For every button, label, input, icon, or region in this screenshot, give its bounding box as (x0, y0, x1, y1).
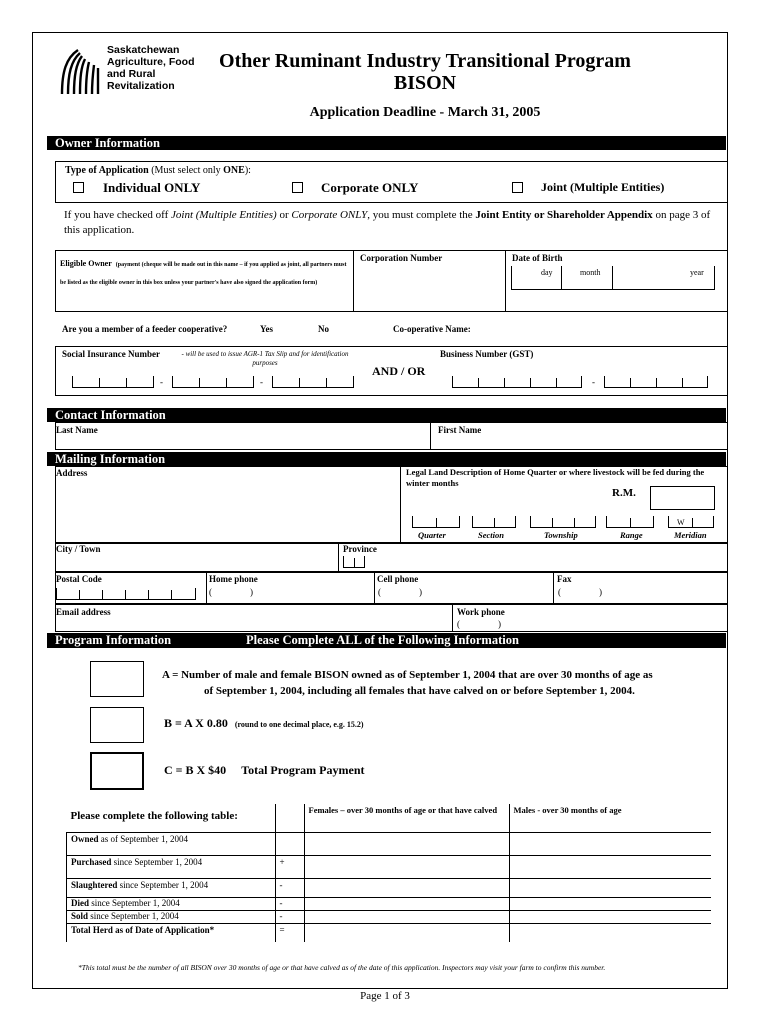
range-label: Range (620, 530, 643, 540)
a-input-box[interactable] (90, 661, 144, 697)
dob-day-hint: day (541, 268, 553, 277)
dob-year-hint: year (690, 268, 704, 277)
township-label: Township (544, 530, 578, 540)
females-sold-cell[interactable] (304, 911, 509, 924)
corporate-label: Corporate ONLY (321, 180, 419, 195)
females-slaughtered-cell[interactable] (304, 879, 509, 898)
dob-label: Date of Birth (512, 253, 563, 263)
females-purchased-cell[interactable] (304, 856, 509, 879)
sin-dash-1: - (160, 377, 163, 387)
table-row: Total Herd as of Date of Application* = (67, 924, 711, 943)
herd-table (66, 804, 711, 942)
c-input-box[interactable] (90, 752, 144, 790)
program-section-header: Program Information Please Complete ALL of the Following Information (47, 633, 726, 648)
b-input-box[interactable] (90, 707, 144, 743)
individual-checkbox[interactable] (73, 182, 84, 193)
page-number: Page 1 of 3 (360, 990, 410, 1002)
sin-field-1[interactable] (72, 376, 154, 388)
city-label: City / Town (56, 544, 101, 554)
feeder-yes[interactable]: Yes (260, 324, 273, 334)
email-row (55, 604, 728, 632)
males-died-cell[interactable] (509, 898, 711, 911)
females-total-cell[interactable] (304, 924, 509, 943)
males-sold-cell[interactable] (509, 911, 711, 924)
males-slaughtered-cell[interactable] (509, 879, 711, 898)
table-title: Please complete the following table: (70, 810, 238, 822)
owner-section-header: Owner Information (47, 136, 726, 150)
meridian-label: Meridian (674, 530, 707, 540)
coop-name-label: Co-operative Name: (393, 324, 471, 334)
fax-label: Fax (557, 574, 572, 584)
form-title: Other Ruminant Industry Transitional Program BISON (219, 50, 631, 94)
province-label: Province (343, 544, 377, 554)
table-row: Slaughtered since September 1, 2004 - (67, 879, 711, 898)
postal-code-field[interactable] (56, 588, 196, 600)
contact-section-header: Contact Information (47, 408, 726, 422)
home-phone-label: Home phone (209, 574, 258, 584)
sin-field-2[interactable] (172, 376, 254, 388)
w-label: W (677, 518, 685, 527)
quarter-label: Quarter (418, 530, 446, 540)
email-label: Email address (56, 607, 111, 617)
wheat-logo-icon (58, 44, 100, 96)
col-females-header: Females – over 30 months of age or that have calved (304, 804, 509, 833)
rm-label: R.M. (612, 487, 636, 499)
postal-code-label: Postal Code (56, 574, 102, 584)
eligible-owner-label: Eligible Owner (payment (cheque will be made out in this name – if you applied as joint, all partners must be listed as the eligible owner in this box unless your partner's have also signed the application form) (60, 259, 347, 286)
work-phone-field[interactable]: ( ) (457, 619, 501, 629)
individual-label: Individual ONLY (103, 180, 201, 195)
feeder-no[interactable]: No (318, 324, 329, 334)
males-owned-cell[interactable] (509, 833, 711, 856)
legal-land-label: Legal Land Description of Home Quarter or where livestock will be fed during the winter months (406, 467, 705, 488)
a-description: A = Number of male and female BISON owned as of September 1, 2004 that are over 30 months of age as of September 1, 2004, including all females that have calved on or before September 1, 2004. (162, 669, 653, 697)
sin-note: - will be used to issue AGR-1 Tax Slip and for identification purposes (181, 350, 349, 367)
township-field[interactable] (530, 516, 596, 528)
feeder-coop-question: Are you a member of a feeder cooperative? (62, 324, 228, 334)
meridian-field[interactable] (668, 516, 714, 528)
fax-field[interactable]: ( ) (558, 587, 602, 597)
city-row (55, 542, 728, 572)
type-label: Type of Application (Must select only ONE): (65, 165, 251, 176)
footnote: *This total must be the number of all BISON over 30 months of age or that have calved as of the date of this application. Inspectors may visit your farm to confirm this number. (78, 963, 606, 972)
joint-label: Joint (Multiple Entities) (541, 180, 665, 194)
cell-phone-field[interactable]: ( ) (378, 587, 422, 597)
males-purchased-cell[interactable] (509, 856, 711, 879)
address-label: Address (56, 468, 88, 478)
females-died-cell[interactable] (304, 898, 509, 911)
ministry-logo (58, 44, 100, 96)
table-row: Purchased since September 1, 2004 + (67, 856, 711, 879)
mailing-section-header: Mailing Information (47, 452, 726, 466)
bn-field-1[interactable] (452, 376, 582, 388)
work-phone-label: Work phone (457, 607, 505, 617)
corporation-number-label: Corporation Number (360, 253, 443, 263)
sin-dash-2: - (260, 377, 263, 387)
males-total-cell[interactable] (509, 924, 711, 943)
joint-checkbox[interactable] (512, 182, 523, 193)
sin-field-3[interactable] (272, 376, 354, 388)
bn-dash: - (592, 377, 595, 387)
deadline: Application Deadline - March 31, 2005 (309, 105, 541, 120)
dob-month-hint: month (580, 268, 601, 277)
home-phone-field[interactable]: ( ) (209, 587, 253, 597)
last-name-label: Last Name (56, 425, 98, 435)
cell-phone-label: Cell phone (377, 574, 419, 584)
first-name-label: First Name (438, 425, 482, 435)
bn-label: Business Number (GST) (440, 349, 534, 359)
section-label: Section (478, 530, 504, 540)
c-formula: C = B X $40 Total Program Payment (164, 763, 365, 777)
contact-row[interactable] (55, 422, 728, 450)
ministry-name: Saskatchewan Agriculture, Food and Rural Revitalization (107, 44, 195, 92)
corporate-checkbox[interactable] (292, 182, 303, 193)
b-formula: B = A X 0.80 (round to one decimal place, e.g. 15.2) (164, 716, 364, 730)
rm-field[interactable] (650, 486, 715, 510)
females-owned-cell[interactable] (304, 833, 509, 856)
sin-label: Social Insurance Number (62, 349, 161, 359)
and-or: AND / OR (372, 364, 426, 378)
table-row: Died since September 1, 2004 - (67, 898, 711, 911)
table-row: Owned as of September 1, 2004 (67, 833, 711, 856)
joint-instruction: If you have checked off Joint (Multiple Entities) or Corporate ONLY, you must complete the Joint Entity or Shareholder Appendix on page 3 of this application. (64, 209, 711, 236)
col-males-header: Males - over 30 months of age (509, 804, 711, 833)
table-row: Sold since September 1, 2004 - (67, 911, 711, 924)
